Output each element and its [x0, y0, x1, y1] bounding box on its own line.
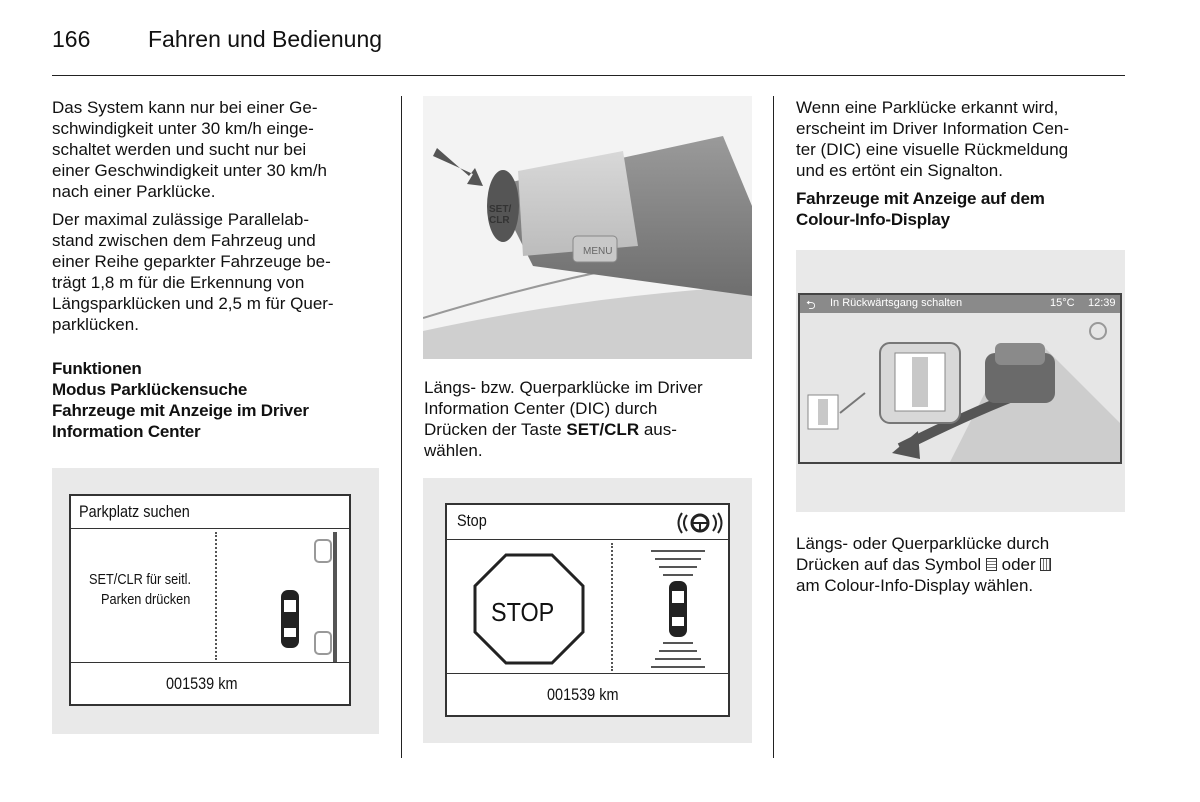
screen-message-2: Parken drücken: [101, 591, 191, 608]
sensor-car-icon: [643, 545, 713, 673]
heading-modus: Modus Parklückensuche: [52, 380, 248, 399]
screen-message-1: SET/CLR für seitl.: [89, 571, 192, 588]
figure-dic-search: [52, 468, 379, 734]
dic-screen-stop: [445, 503, 730, 717]
back-icon[interactable]: ⮌: [806, 298, 816, 312]
page-number: 166: [52, 26, 91, 52]
parallel-park-icon: [986, 558, 997, 571]
perpendicular-park-icon: [1040, 558, 1051, 571]
paragraph-distance: Der maximal zulässige Parallelab- stand zwischen dem Fahrzeug und einer Reihe geparkter Fahrzeuge be- trägt 1,8 m für die Erkennung von Längsparklücken und 2,5 m für Quer- parklücken.: [52, 210, 334, 334]
column-divider-2: [773, 96, 774, 758]
dic-screen-search: [69, 494, 351, 706]
figure-colour-info: [796, 250, 1125, 512]
screen-title: Parkplatz suchen: [79, 502, 190, 521]
figure-dic-stop: [423, 478, 752, 743]
paragraph-speed: Das System kann nur bei einer Ge- schwindigkeit unter 30 km/h einge- schaltet werden und sucht nur bei einer Geschwindigkeit unter 30 km/h nach einer Parklücke.: [52, 98, 327, 201]
temperature: 15°C: [1050, 297, 1075, 309]
heading-dic: Fahrzeuge mit Anzeige im Driver Information Center: [52, 401, 309, 441]
status-bar: [800, 295, 1120, 313]
figure-lever-photo: [423, 96, 752, 359]
column-3: [796, 97, 1136, 230]
column-divider-1: [401, 96, 402, 758]
heading-funktionen: Funktionen: [52, 359, 142, 378]
colour-info-screen: [798, 293, 1122, 464]
status-message: In Rückwärtsgang schalten: [830, 297, 963, 309]
set-clr-label: SET/ CLR: [489, 204, 512, 226]
menu-button-label: MENU: [583, 246, 613, 257]
column-3-lower: [796, 533, 1136, 603]
paragraph-select: Längs- oder Querparklücke durch Drücken auf das Symbol oder am Colour-Info-Display wählen.: [796, 533, 1136, 596]
page-title: Fahren und Bedienung: [148, 26, 383, 52]
screen-title: Stop: [457, 511, 487, 530]
header-rule: [52, 75, 1125, 76]
turn-signal-lever-icon: [423, 96, 752, 359]
column-1: [52, 97, 392, 442]
heading-colour-display: Fahrzeuge mit Anzeige auf dem Colour-Info-Display: [796, 189, 1045, 229]
park-assist-steering-icon: [675, 511, 725, 535]
lever-caption: Längs- bzw. Querparklücke im Driver Information Center (DIC) durch Drücken der Taste SET/CLR aus- wählen.: [424, 378, 703, 460]
stop-sign-text: STOP: [491, 597, 555, 627]
parking-view-graphic: [800, 313, 1120, 462]
odometer: 001539 km: [166, 674, 238, 693]
odometer: 001539 km: [547, 685, 619, 704]
parking-car-icon: [261, 532, 345, 662]
clock: 12:39: [1088, 297, 1116, 309]
paragraph-feedback: Wenn eine Parklücke erkannt wird, erscheint im Driver Information Cen- ter (DIC) eine visuelle Rückmeldung und es ertönt ein Signalton.: [796, 98, 1070, 180]
